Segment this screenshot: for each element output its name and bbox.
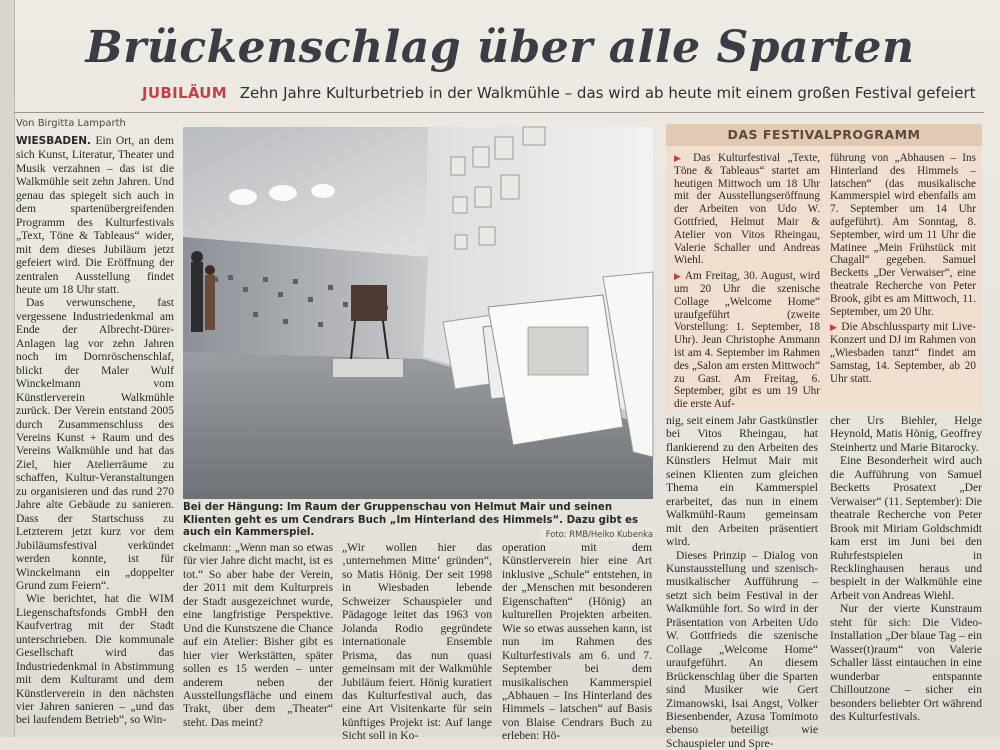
article-column-6 [830,414,982,734]
program-item: ▶ Die Abschlussparty mit Live-Konzert und DJ im Rahmen von „Wiesbaden tanzt“ findet am Samstag, 14. September, ab 20 Uhr statt. [830,321,976,385]
photo-credit: Foto: RMB/Heiko Kubenka [540,528,653,541]
paragraph: WIESBADEN. Ein Ort, an dem sich Kunst, Literatur, Theater und Musik verzahnen – das ist die Walkmühle seit zehn Jahren. Und genau das spiegelt sich auch in dem spartenübergreifenden Programm des Kulturfestivals „Text, Töne & Tableaus“ wider, mit dem dieses Jubiläum jetzt gefeiert wird. Die Eröffnung der zentralen Ausstellung findet heute um 18 Uhr statt. [16,134,174,296]
festival-program-right [830,152,976,408]
article-column-5 [666,414,818,750]
program-item: ▶ Das Kulturfestival „Texte, Töne & Tableaus“ startet am heutigen Mittwoch um 18 Uhr mit der Ausstellungseröffnung der Arbeiten von Udo W. Gottfried, Helmut Mair & Atelier von Vitos Rheingau, Valerie Schaller und Andreas Wiehl. [674,152,821,267]
paragraph: operation mit dem Künstlerverein hier eine Art inklusive „Schule“ entstehen, in der „Menschen mit besonderen Eigenschaften“ (Hönig) an kulturellen Projekten arbeiten. Wie so etwas aussehen kann, ist nun im Rahmen des Kulturfestivals am 6. und 7. September bei dem musikalischen Kammerspiel „Abhauen – Ins Hinterland des Himmels – latschen“ auf Basis von Blaise Cendrars Buch zu erleben: Hö- [502,541,652,743]
bullet-triangle-icon: ▶ [674,153,686,163]
byline: Von Birgitta Lamparth [16,118,126,129]
paragraph: Eine Besonderheit wird auch die Aufführung von Samuel Becketts Prosatext „Der Verwaiser“ (11. September): Die theatrale Recherche von Peter Brook mit Miriam Goldschmidt kam erst im Juni bei den Ruhrfestspielen in Recklinghausen heraus und bespielt in der Walkmühle eine Arbeit von Andreas Wiehl. [830,454,982,602]
caption-text: Bei der Hängung: Im Raum der Gruppenschau von Helmut Mair und seinen Klienten geht es um Cendrars Buch „Im Hinterland des Himmels“. Dazu gibt es auch ein Kammerspiel. [183,502,639,538]
paragraph: Wie berichtet, hat die WIM Liegenschaftsfonds GmbH den Kaufvertrag mit der Stadt unterschrieben. Die kommunale Gesellschaft wird das Industriedenkmal in Abstimmung mit dem Kulturamt und dem Künstlerverein in den nächsten vier Jahren sanieren – „und das bei laufendem Betrieb“, so Win- [16,592,174,727]
gallery-photo-image [183,127,653,499]
festival-program-box [666,124,982,411]
article-column-3 [342,541,492,743]
subheadline: Zehn Jahre Kulturbetrieb in der Walkmühle – das wird ab heute mit einem großen Festival gefeiert [239,84,976,102]
paragraph: Das verwunschene, fast vergessene Industriedenkmal am Ende der Albrecht-Dürer-Anlagen lag vor zehn Jahren noch im Dornröschenschlaf, blickt der Maler Wulf Winckelmann vom Künstlerverein Walkmühle zurück. Der Verein entstand 2005 durch Zusammenschluss des Vereins Kunst + Raum und des Vereins Walkmühle und hat das Ziel, hier Atelierräume zu schaffen, Kultur-Veranstaltungen zu organisieren und das rund 270 Jahre alte Gebäude zu sanieren. Dass der Startschuss zu Letzterem jetzt kurz vor dem Jubiläumsfestival verkündet werden konnte, ist für Winckelmann ein „doppelter Grund zum Feiern“. [16,296,174,592]
paragraph: ckelmann: „Wenn man so etwas für vier Jahre dicht macht, ist es tot.“ So aber habe der Verein, der 2011 mit dem Kulturpreis der Stadt ausgezeichnet wurde, eine langfristige Perspektive. Und die Kunstszene die Chance auf ein Atelier: Bisher gibt es hier vier Werkstätten, später sollen es 15 werden – unter anderem neben der Ausstellungsfläche und einem Trakt, über dem „Theater“ steht. Das meint? [183,541,333,729]
paragraph: „Wir wollen hier das ‚unternehmen Mitte‘ gründen“, so Matis Hönig. Der seit 1998 in Wiesbaden lebende Schweizer Schauspieler und Pädagoge leitet das 1963 von Jolanda Rodio gegründete internationale Ensemble Prisma, das nun quasi gemeinsam mit der Walkmühle Jubiläum feiert. Hönig kuratiert das Kulturfestival auch, das eine Art Visitenkarte für sein künftiges Projekt ist: Auf lange Sicht soll in Ko- [342,541,492,743]
program-item: ▶ Am Freitag, 30. August, wird um 20 Uhr die szenische Collage „Welcome Home“ uraufgeführt (zweite Vorstellung: 1. September, 18 Uhr). Jean Christophe Ammann ist am 4. September im Rahmen des „Salon am ersten Mittwoch“ zu Gast. Am Freitag, 6. September, gibt es um 19 Uhr die erste Auf- [674,270,820,411]
bullet-triangle-icon: ▶ [674,271,682,282]
paragraph: cher Urs Biehler, Helge Heynold, Matis Hönig, Geoffrey Steinhertz und Marie Bitarocky. [830,414,982,454]
program-item: führung von „Abhausen – Ins Hinterland des Himmels – latschen“ (das musikalische Kammerspiel wird ebenfalls am 7. September um 14 Uhr aufgeführt). Am Sonntag, 8. September, wird um 11 Uhr die Matinee „Mein Frühstück mit Chagall“ gegeben. Samuel Becketts „Der Verwaiser“, eine theatrale Recherche von Peter Brook, gibt es am Mittwoch, 11. September, um 20 Uhr. [830,152,976,318]
gallery-photo [183,127,653,499]
photo-caption [183,502,653,540]
page-edge [0,0,15,737]
paragraph: Dieses Prinzip – Dialog von Kunstausstellung und szenisch-musikalischer Aufführung – setzt sich beim Festival in der Walkmühle fort. So wird in der Präsentation von Arbeiten Udo W. Gottfrieds die szenische Collage „Welcome Home“ uraufgeführt. An diesem Brückenschlag über die Sparten sind Musiker wie Gert Zimanowski, Isai Angst, Volker Biesenbender, Azusa Tomimoto ebenso beteiligt wie Schauspieler und Spre- [666,548,818,750]
dateline: WIESBADEN. [16,135,92,147]
subheadline-row [142,84,976,102]
bullet-triangle-icon: ▶ [830,322,838,333]
header-rule [14,112,984,113]
festival-program-left [674,152,821,411]
kicker: JUBILÄUM [142,84,227,102]
article-column-4 [502,541,652,743]
paragraph: nig, seit einem Jahr Gastkünstler bei Vitos Rheingau, hat flankierend zu den Arbeiten des Künstlers Helmut Mair mit seinen Klienten zum gleichen Thema ein Kammerspiel erarbeitet, das nun in einem Walkmühl-Raum gemeinsam mit den Arbeiten präsentiert wird. [666,414,818,549]
festival-program-title: DAS FESTIVALPROGRAMM [666,124,982,146]
article-column-2 [183,541,333,735]
paragraph: Nur der vierte Kunstraum steht für sich: Die Video-Installation „Der blaue Tag – ein Wasser(t)raum“ von Valerie Schaller lässt eintauchen in eine wunderbar entspannte Chilloutzone – sicher ein besonders beliebter Ort während des Kulturfestivals. [830,602,982,723]
article-column-1 [16,134,174,734]
headline: Brückenschlag über alle Sparten [85,22,915,73]
